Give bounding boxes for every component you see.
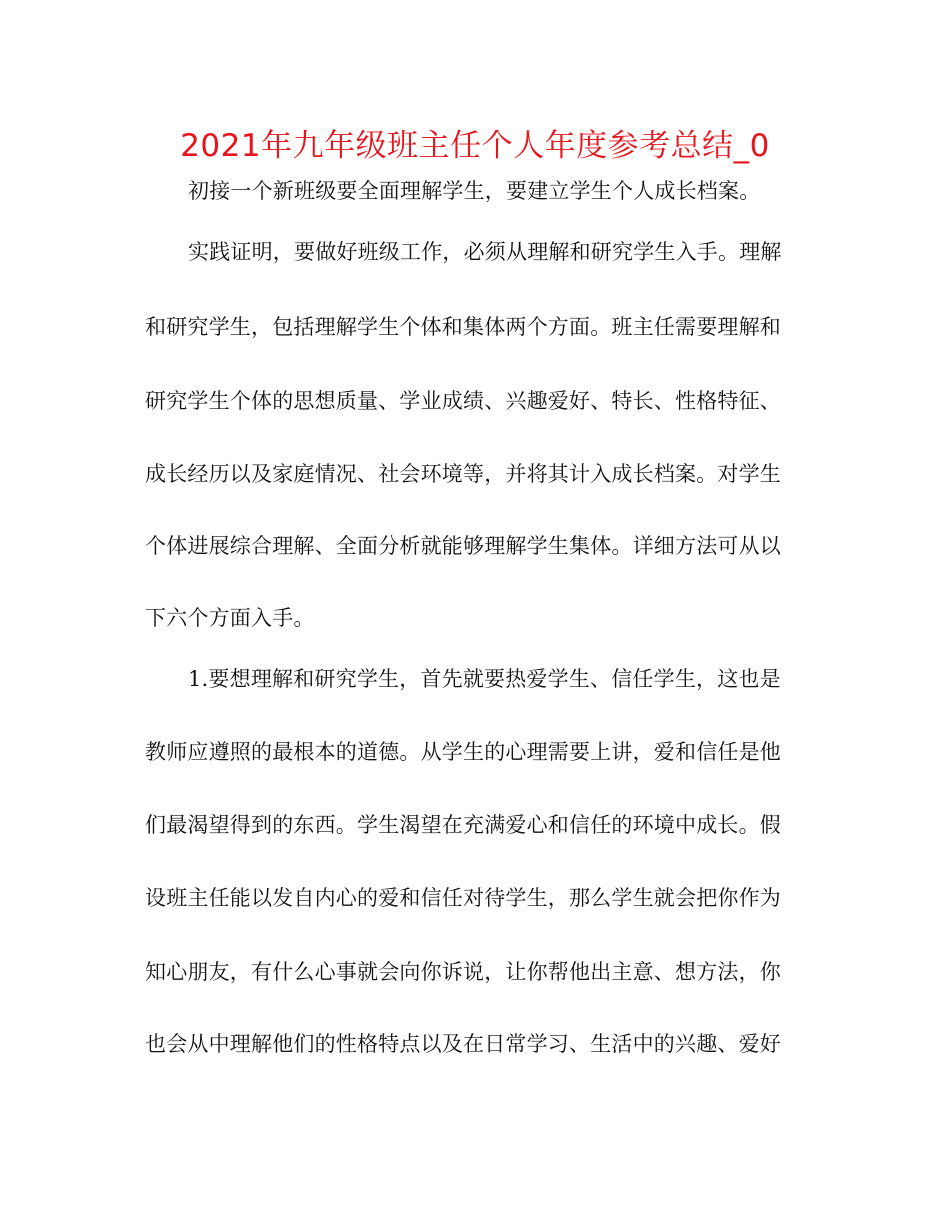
paragraph-line: 们最渴望得到的东西。学生渴望在充满爱心和信任的环境中成长。假 (145, 813, 781, 837)
paragraph-line: 实践证明，要做好班级工作，必须从理解和研究学生入手。理解 (188, 240, 782, 264)
paragraph-line: 和研究学生，包括理解学生个体和集体两个方面。班主任需要理解和 (145, 315, 781, 339)
paragraph-line: 成长经历以及家庭情况、社会环境等，并将其计入成长档案。对学生 (145, 462, 781, 486)
paragraph-line: 也会从中理解他们的性格特点以及在日常学习、生活中的兴趣、爱好 (145, 1032, 781, 1056)
paragraph-line: 个体进展综合理解、全面分析就能够理解学生集体。详细方法可从以 (145, 534, 781, 558)
paragraph-line: 1.要想理解和研究学生，首先就要热爱学生、信任学生，这也是 (188, 667, 781, 691)
paragraph-line: 初接一个新班级要全面理解学生，要建立学生个人成长档案。 (188, 179, 761, 203)
paragraph-line: 设班主任能以发自内心的爱和信任对待学生，那么学生就会把你作为 (145, 886, 781, 910)
paragraph-line: 下六个方面入手。 (145, 606, 315, 630)
paragraph-line: 知心朋友，有什么心事就会向你诉说，让你帮他出主意、想方法，你 (145, 960, 781, 984)
paragraph-line: 研究学生个体的思想质量、学业成绩、兴趣爱好、特长、性格特征、 (145, 389, 781, 413)
paragraph-line: 教师应遵照的最根本的道德。从学生的心理需要上讲，爱和信任是他 (145, 740, 781, 764)
document-title: 2021年九年级班主任个人年度参考总结_0 (180, 128, 770, 164)
